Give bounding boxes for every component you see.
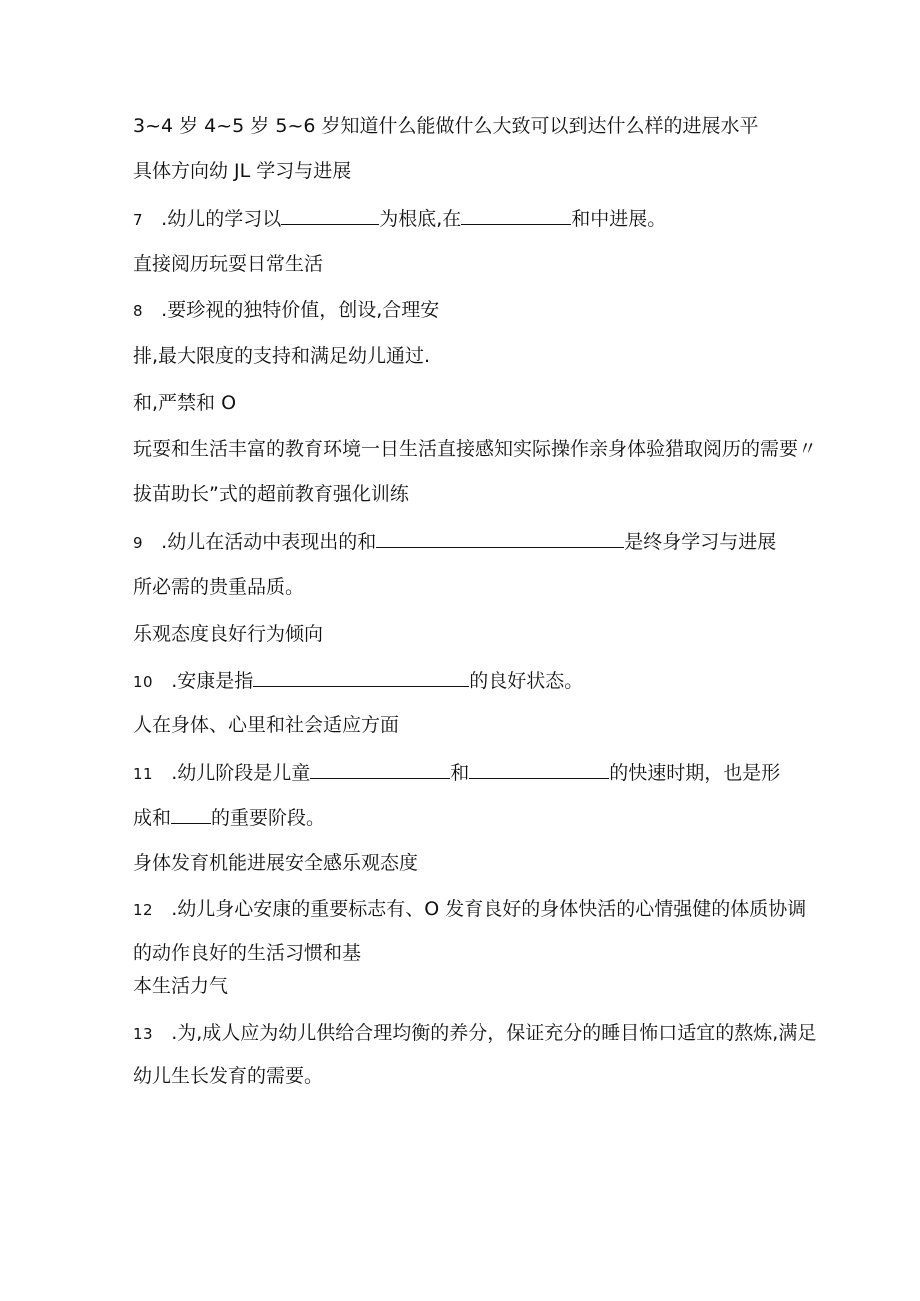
fill-blank: [461, 206, 571, 225]
fill-blank: [376, 529, 624, 548]
question-text: 为根底,在: [379, 208, 462, 230]
question-number: 13: [133, 1025, 154, 1043]
question-text: 的快速时期，也是形: [609, 762, 781, 784]
line-text: 具体方向幼 JL 学习与进展: [133, 160, 352, 182]
answer-8: [133, 437, 817, 461]
text-line: [133, 114, 759, 138]
question-number: 12: [133, 901, 154, 919]
fill-blank: [171, 805, 211, 824]
question-text: 排,最大限度的支持和满足幼儿通过.: [133, 345, 431, 367]
question-text: 是终身学习与进展: [624, 531, 777, 553]
question-number: 11: [133, 765, 154, 783]
question-9-cont: [133, 575, 304, 599]
question-text: 成和: [133, 807, 172, 829]
question-text: .为,成人应为幼儿供给合理均衡的养分，保证充分的睡目怖口适宜的熬炼,满足: [171, 1022, 817, 1044]
question-11-cont: [133, 805, 325, 830]
question-12-cont: [133, 941, 361, 965]
answer-text: 本生活力气: [133, 975, 229, 997]
fill-blank: [310, 760, 450, 779]
question-number: 7: [133, 211, 144, 229]
question-text: .幼儿的学习以: [161, 208, 282, 230]
answer-10: [133, 713, 399, 737]
question-8-cont: [133, 391, 236, 415]
question-13-cont: [133, 1064, 323, 1088]
answer-text: 直接阅历玩耍日常生活: [133, 253, 324, 275]
question-7: [133, 206, 666, 232]
answer-7: [133, 252, 323, 276]
question-text: 和,严禁和 O: [133, 392, 237, 414]
answer-11: [133, 851, 418, 875]
question-text: 所必需的贵重品质。: [133, 576, 305, 598]
question-text: .幼儿阶段是儿童: [171, 762, 311, 784]
question-11: [133, 760, 780, 786]
answer-12: [133, 974, 228, 998]
question-13: [133, 1021, 816, 1046]
answer-text: 人在身体、心里和社会适应方面: [133, 714, 400, 736]
question-number: 9: [133, 534, 144, 552]
fill-blank: [253, 668, 469, 687]
answer-text: 玩耍和生活丰富的教育环境一日生活直接感知实际操作亲身体验猎取阅历的需要〃: [133, 438, 818, 460]
answer-text: 身体发育机能进展安全感乐观态度: [133, 852, 419, 874]
text-line: [133, 159, 351, 183]
question-text: .安康是指: [171, 670, 254, 692]
question-9: [133, 529, 776, 555]
question-text: 和中进展。: [571, 208, 667, 230]
question-text: 和: [450, 762, 470, 784]
question-8: [133, 298, 439, 323]
question-8-cont: [133, 344, 430, 368]
question-text: .幼儿身心安康的重要标志有、O 发育良好的身体快活的心情强健的体质协调: [171, 898, 807, 920]
answer-text: 乐观态度良好行为倾向: [133, 623, 324, 645]
question-10: [133, 668, 583, 694]
question-text: .幼儿在活动中表现出的和: [161, 531, 377, 553]
question-text: 幼儿生长发育的需要。: [133, 1065, 324, 1087]
question-number: 8: [133, 302, 144, 320]
question-text: .要珍视的独特价值，创设,合理安: [161, 299, 440, 321]
answer-text: 拔苗助长”式的超前教育强化训练: [133, 483, 409, 505]
answer-8-cont: [133, 482, 409, 506]
question-text: 的重要阶段。: [211, 807, 326, 829]
question-number: 10: [133, 673, 154, 691]
line-text: 3~4 岁 4~5 岁 5~6 岁知道什么能做什么大致可以到达什么样的进展水平: [133, 115, 759, 137]
question-12: [133, 897, 806, 922]
fill-blank: [469, 760, 609, 779]
answer-9: [133, 622, 323, 646]
question-text: 的动作良好的生活习惯和基: [133, 942, 362, 964]
question-text: 的良好状态。: [469, 670, 584, 692]
fill-blank: [281, 206, 379, 225]
